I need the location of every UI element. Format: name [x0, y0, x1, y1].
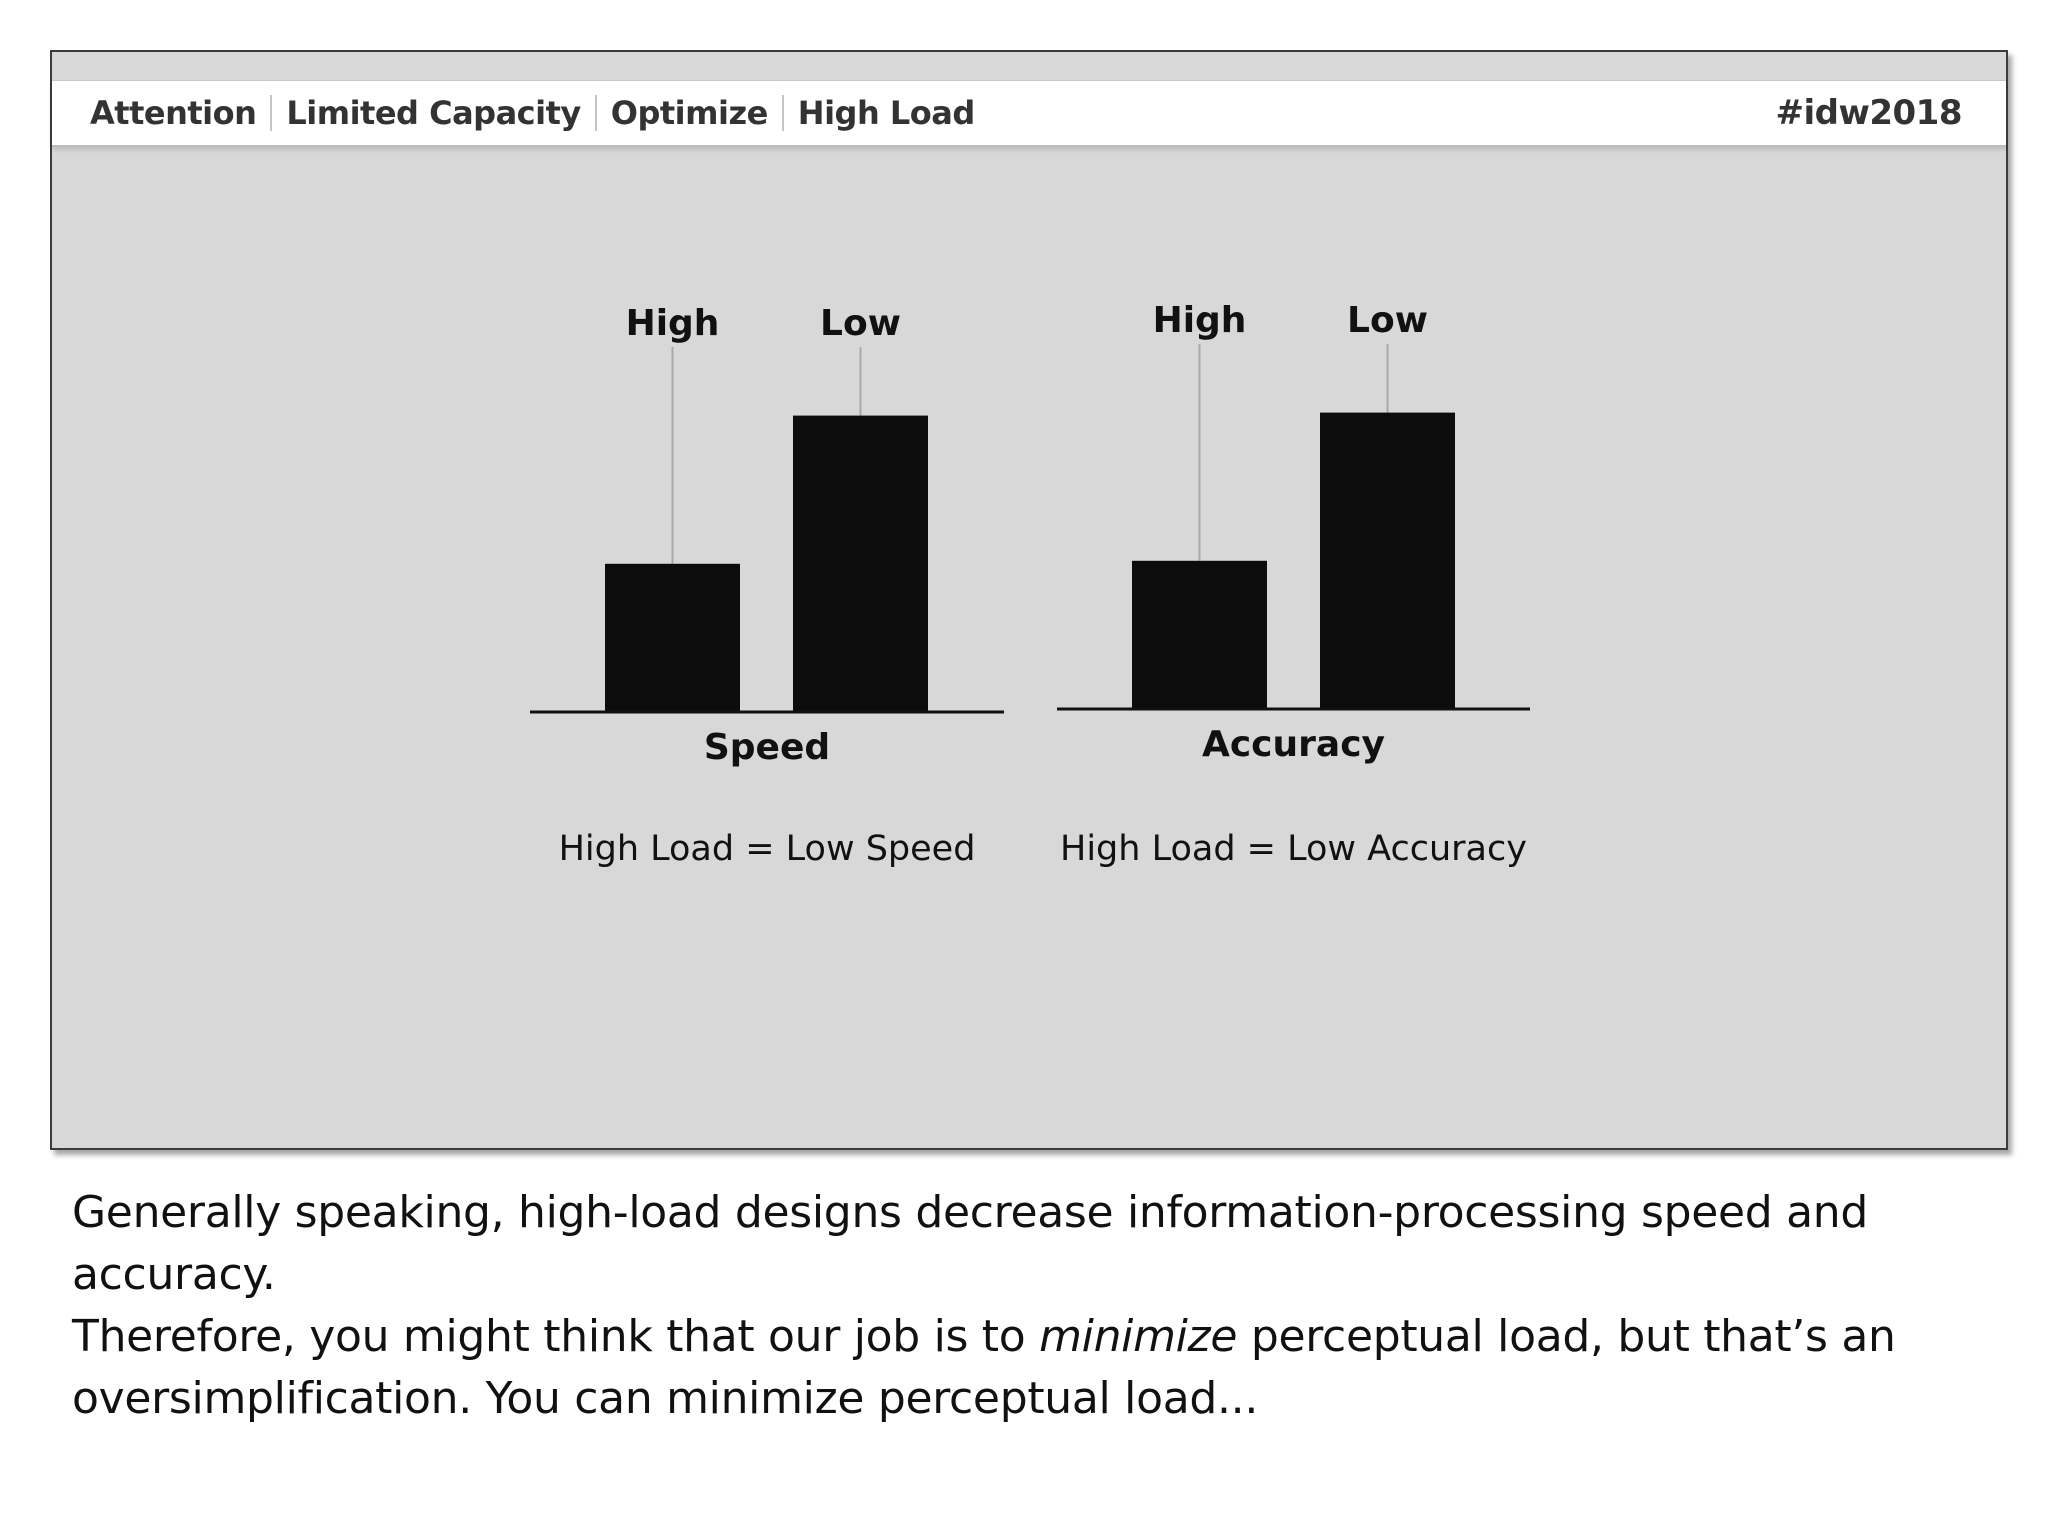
speed-chart-caption: High Load = Low Speed: [558, 829, 976, 869]
accuracy-bar-high: [1132, 561, 1267, 709]
caption-line-2-start: Therefore, you might think that our job is to: [72, 1311, 1040, 1362]
slide-caption: [72, 1182, 2012, 1430]
bar-charts: [52, 52, 2006, 1148]
speed-chart-title: Speed: [703, 727, 831, 768]
caption-line-3: oversimplification. You can minimize perceptual load...: [72, 1373, 1259, 1424]
accuracy-bar-low: [1320, 413, 1455, 709]
speed-label-low: Low: [820, 303, 901, 344]
accuracy-chart-caption: High Load = Low Accuracy: [1060, 829, 1527, 869]
caption-line-2-end: perceptual load, but that’s an: [1237, 1311, 1896, 1362]
accuracy-chart-title: Accuracy: [1201, 724, 1386, 765]
hashtag: #idw2018: [1775, 93, 1962, 133]
breadcrumb-item-attention: Attention: [90, 94, 257, 132]
caption-emphasis: minimize: [1039, 1311, 1238, 1362]
caption-line-1: Generally speaking, high-load designs decrease information-processing speed and accuracy.: [72, 1187, 1868, 1300]
breadcrumb-item-optimize: Optimize: [610, 94, 768, 132]
caption-line-2: [72, 1306, 2012, 1368]
speed-label-high: High: [625, 303, 720, 344]
accuracy-label-low: Low: [1347, 300, 1428, 341]
speed-bar-low: [793, 416, 928, 712]
accuracy-label-high: High: [1152, 300, 1247, 341]
breadcrumb-item-high-load: High Load: [797, 94, 975, 132]
speed-bar-high: [605, 564, 740, 712]
slide-frame: [50, 50, 2008, 1150]
breadcrumb-item-limited-capacity: Limited Capacity: [286, 94, 581, 132]
